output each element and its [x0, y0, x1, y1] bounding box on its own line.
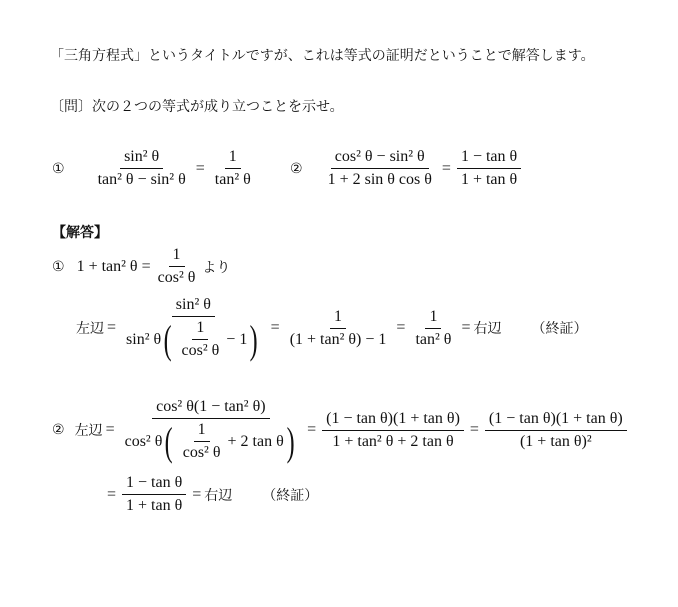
- s2-line2-numerator: 1 − tan θ: [122, 474, 186, 495]
- s2-f1-inner-fraction: [179, 421, 225, 462]
- q1-rhs-denominator: tan² θ: [214, 171, 251, 188]
- s1-intro-yori: より: [202, 259, 231, 276]
- s1-f2-denominator: (1 + tan² θ) − 1: [289, 330, 387, 348]
- q2-equals: =: [441, 159, 451, 177]
- q2-lhs-numerator: cos² θ − sin² θ: [331, 148, 429, 169]
- s2-f3-denominator: (1 + tan θ)²: [519, 432, 592, 450]
- s2-fraction-3: [485, 410, 627, 451]
- question-2: [290, 148, 524, 189]
- s2-f1-inner-numerator: 1: [194, 421, 210, 442]
- s1-equals-3: =: [396, 319, 406, 336]
- s2-f1-denominator: [121, 419, 301, 462]
- solution-heading: 【解答】: [52, 225, 108, 241]
- s2-f2-denominator: 1 + tan² θ + 2 tan θ: [332, 432, 454, 450]
- s1-fraction-1: [122, 296, 265, 360]
- s1-f1-denominator: [122, 317, 265, 360]
- s1-qed: （終証）: [531, 321, 588, 337]
- s2-f1-inner-tail: + 2 tan θ: [227, 432, 284, 450]
- s2-fraction-1: [121, 398, 301, 462]
- left-paren-icon: (: [165, 418, 174, 464]
- s2-equals-1: =: [105, 421, 115, 438]
- intro-text: 「三角方程式」というタイトルですが、これは等式の証明だということで解答します。: [50, 48, 595, 64]
- q1-lhs-denominator: tan² θ − sin² θ: [97, 171, 186, 188]
- q2-rhs-fraction: [457, 148, 521, 189]
- s2-line2-equals-1: =: [107, 485, 117, 503]
- solution-2-line-1: [52, 398, 630, 462]
- s1-left-side: 左辺: [76, 321, 104, 337]
- marker-2: ②: [290, 160, 303, 177]
- s2-f1-den-prefix: cos² θ: [124, 432, 163, 450]
- s2-qed: （終証）: [262, 487, 319, 504]
- s1-f3-denominator: tan² θ: [415, 330, 452, 348]
- s1-f1-inner-denominator: cos² θ: [181, 342, 220, 359]
- q1-lhs-fraction: [94, 148, 190, 189]
- s1-right-side: 右辺: [473, 321, 502, 337]
- s1-intro-numerator: 1: [169, 246, 185, 267]
- solution-1-intro: [52, 246, 230, 287]
- s2-f2-numerator: (1 − tan θ)(1 + tan θ): [322, 410, 464, 431]
- s1-f2-numerator: 1: [330, 308, 346, 329]
- q2-rhs-denominator: 1 + tan θ: [460, 171, 518, 188]
- s1-intro-lhs: 1 + tan² θ =: [76, 257, 151, 275]
- solution-2-line-2: [104, 474, 318, 515]
- s1-fraction-3: [411, 308, 455, 349]
- s2-f3-numerator: (1 − tan θ)(1 + tan θ): [485, 410, 627, 431]
- s1-f1-den-prefix: sin² θ: [126, 330, 162, 348]
- solution-1-line: [76, 296, 587, 360]
- q2-lhs-denominator: 1 + 2 sin θ cos θ: [327, 171, 432, 188]
- q2-lhs-fraction: [324, 148, 436, 189]
- q1-equals: =: [195, 159, 205, 177]
- left-paren-icon: (: [163, 316, 172, 362]
- question-line: 〔問〕次の２つの等式が成り立つことを示せ。: [50, 99, 344, 115]
- marker-1: ①: [52, 160, 65, 177]
- s1-intro-fraction: [154, 246, 200, 287]
- s1-equals-4: =: [461, 319, 471, 336]
- solution-2-marker: ②: [52, 422, 65, 438]
- s2-f1-numerator: cos² θ(1 − tan² θ): [152, 398, 269, 419]
- s2-equals-3: =: [469, 421, 479, 438]
- q1-rhs-numerator: 1: [225, 148, 241, 169]
- s2-line2-equals-2: =: [192, 485, 202, 503]
- s2-fraction-2: [322, 410, 464, 451]
- s1-f3-numerator: 1: [425, 308, 441, 329]
- s1-intro-denominator: cos² θ: [157, 269, 196, 286]
- s2-right-side: 右辺: [204, 487, 233, 504]
- s2-f1-inner-denominator: cos² θ: [182, 444, 221, 461]
- s1-fraction-2: [286, 308, 391, 349]
- s2-line2-fraction: [122, 474, 186, 515]
- q2-rhs-numerator: 1 − tan θ: [457, 148, 521, 169]
- solution-1-marker: ①: [52, 258, 65, 275]
- q1-lhs-numerator: sin² θ: [120, 148, 163, 169]
- right-paren-icon: ): [286, 418, 295, 464]
- s1-equals-2: =: [270, 319, 280, 336]
- s2-line2-denominator: 1 + tan θ: [126, 497, 183, 514]
- s1-f1-inner-numerator: 1: [192, 319, 208, 340]
- q1-rhs-fraction: [211, 148, 255, 189]
- s1-f1-inner-fraction: [178, 319, 224, 360]
- s2-equals-2: =: [307, 421, 317, 438]
- right-paren-icon: ): [249, 316, 258, 362]
- s1-equals-1: =: [107, 319, 117, 336]
- question-1: [52, 148, 258, 189]
- s2-left-side: 左辺: [74, 423, 103, 439]
- s1-f1-numerator: sin² θ: [172, 296, 215, 317]
- s1-f1-inner-tail: − 1: [226, 330, 248, 348]
